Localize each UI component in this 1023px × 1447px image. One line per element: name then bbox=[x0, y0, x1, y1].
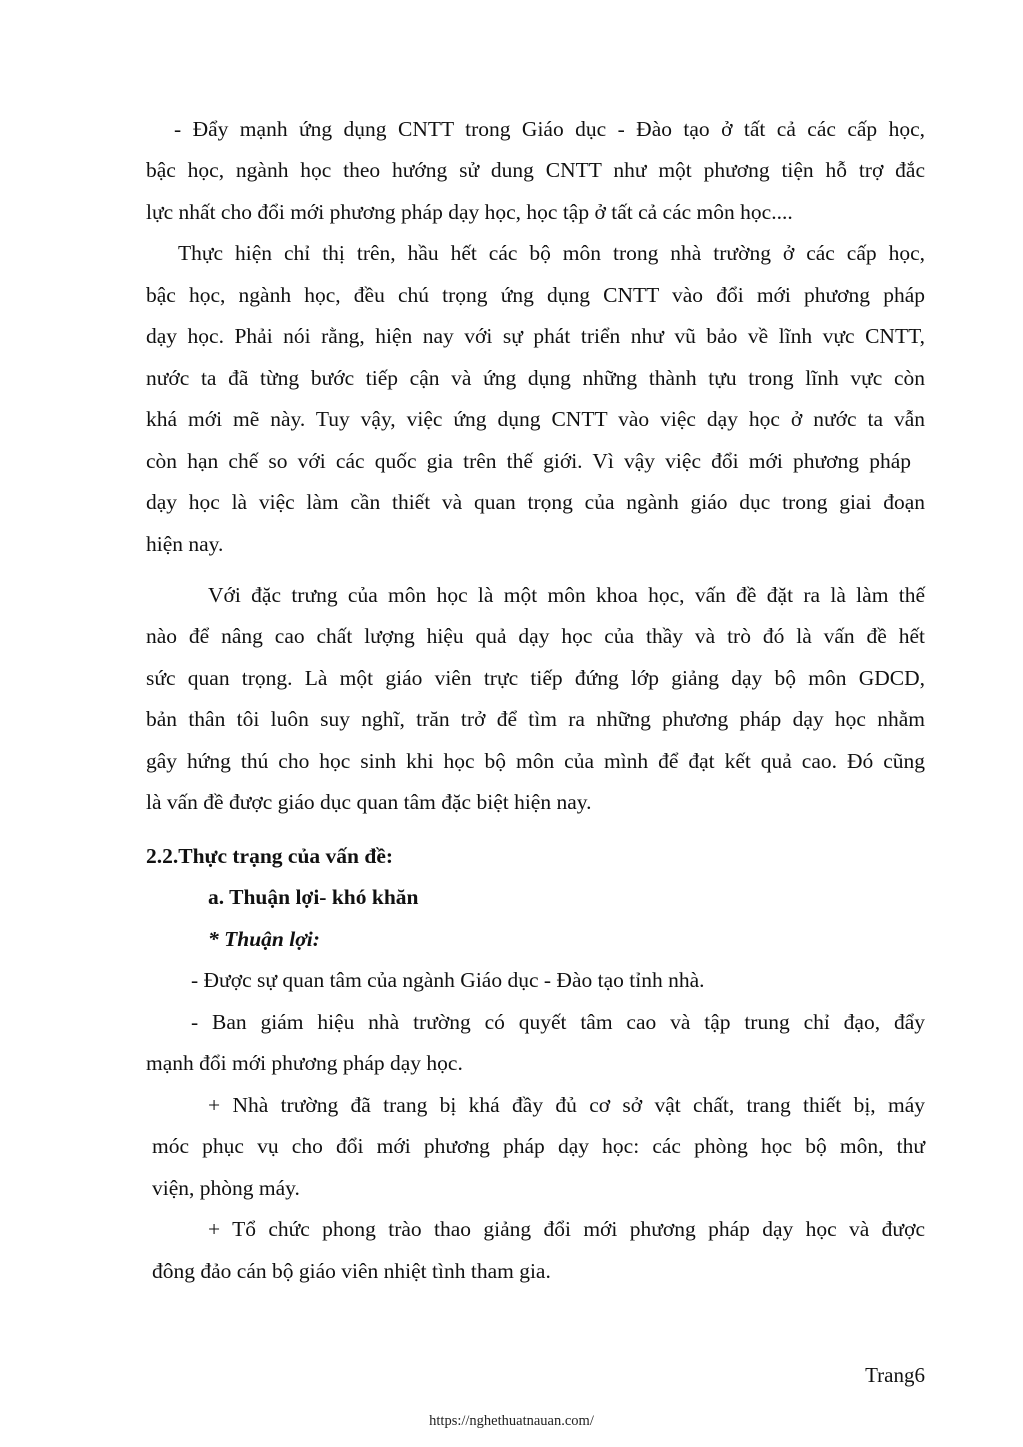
page-number: Trang6 bbox=[865, 1363, 925, 1387]
text-line: dạy học. Phải nói rằng, hiện nay với sự phát triển như vũ bảo về lĩnh vực CNTT, bbox=[146, 324, 925, 348]
list-item-continuation: mạnh đổi mới phương pháp dạy học. bbox=[146, 1051, 463, 1075]
list-item-continuation: đông đảo cán bộ giáo viên nhiệt tình tham gia. bbox=[152, 1259, 551, 1283]
list-item-continuation: móc phục vụ cho đổi mới phương pháp dạy học: các phòng học bộ môn, thư bbox=[152, 1134, 925, 1158]
text-line: bậc học, ngành học, đều chú trọng ứng dụng CNTT vào đổi mới phương pháp bbox=[146, 283, 925, 307]
text-line: Với đặc trưng của môn học là một môn khoa học, vấn đề đặt ra là làm thế bbox=[208, 583, 925, 607]
list-item: - Được sự quan tâm của ngành Giáo dục - Đào tạo tỉnh nhà. bbox=[191, 968, 705, 992]
list-item: + Tổ chức phong trào thao giảng đổi mới phương pháp dạy học và được bbox=[208, 1217, 925, 1241]
text-line: bản thân tôi luôn suy nghĩ, trăn trở để tìm ra những phương pháp dạy học nhằm bbox=[146, 707, 925, 731]
text-line: gây hứng thú cho học sinh khi học bộ môn của mình để đạt kết quả cao. Đó cũng bbox=[146, 749, 925, 773]
text-line: còn hạn chế so với các quốc gia trên thế giới. Vì vậy việc đổi mới phương pháp bbox=[146, 449, 911, 473]
text-line: bậc học, ngành học theo hướng sử dung CNTT như một phương tiện hỗ trợ đắc bbox=[146, 158, 925, 182]
text-line: sức quan trọng. Là một giáo viên trực tiếp đứng lớp giảng dạy bộ môn GDCD, bbox=[146, 666, 925, 690]
text-line: là vấn đề được giáo dục quan tâm đặc biệt hiện nay. bbox=[146, 790, 592, 814]
text-line: - Đẩy mạnh ứng dụng CNTT trong Giáo dục - Đào tạo ở tất cả các cấp học, bbox=[174, 117, 925, 141]
text-line: hiện nay. bbox=[146, 532, 224, 556]
text-line: Thực hiện chỉ thị trên, hầu hết các bộ môn trong nhà trường ở các cấp học, bbox=[178, 241, 925, 265]
footer-url[interactable]: https://nghethuatnauan.com/ bbox=[429, 1413, 594, 1429]
subsection-heading: a. Thuận lợi- khó khăn bbox=[208, 885, 419, 909]
list-item: + Nhà trường đã trang bị khá đầy đủ cơ sở vật chất, trang thiết bị, máy bbox=[208, 1093, 925, 1117]
text-line: dạy học là việc làm cần thiết và quan trọng của ngành giáo dục trong giai đoạn bbox=[146, 490, 925, 514]
text-line: lực nhất cho đổi mới phương pháp dạy học, học tập ở tất cả các môn học.... bbox=[146, 200, 793, 224]
section-heading: 2.2.Thực trạng của vấn đề: bbox=[146, 844, 394, 868]
list-item: - Ban giám hiệu nhà trường có quyết tâm cao và tập trung chỉ đạo, đẩy bbox=[191, 1010, 925, 1034]
text-line: khá mới mẽ này. Tuy vậy, việc ứng dụng CNTT vào việc dạy học ở nước ta vẫn bbox=[146, 407, 925, 431]
text-line: nào để nâng cao chất lượng hiệu quả dạy học của thầy và trò đó là vấn đề hết bbox=[146, 624, 925, 648]
list-item-continuation: viện, phòng máy. bbox=[152, 1176, 300, 1200]
text-line: nước ta đã từng bước tiếp cận và ứng dụng những thành tựu trong lĩnh vực còn bbox=[146, 366, 925, 390]
italic-heading: * Thuận lợi: bbox=[208, 927, 320, 951]
